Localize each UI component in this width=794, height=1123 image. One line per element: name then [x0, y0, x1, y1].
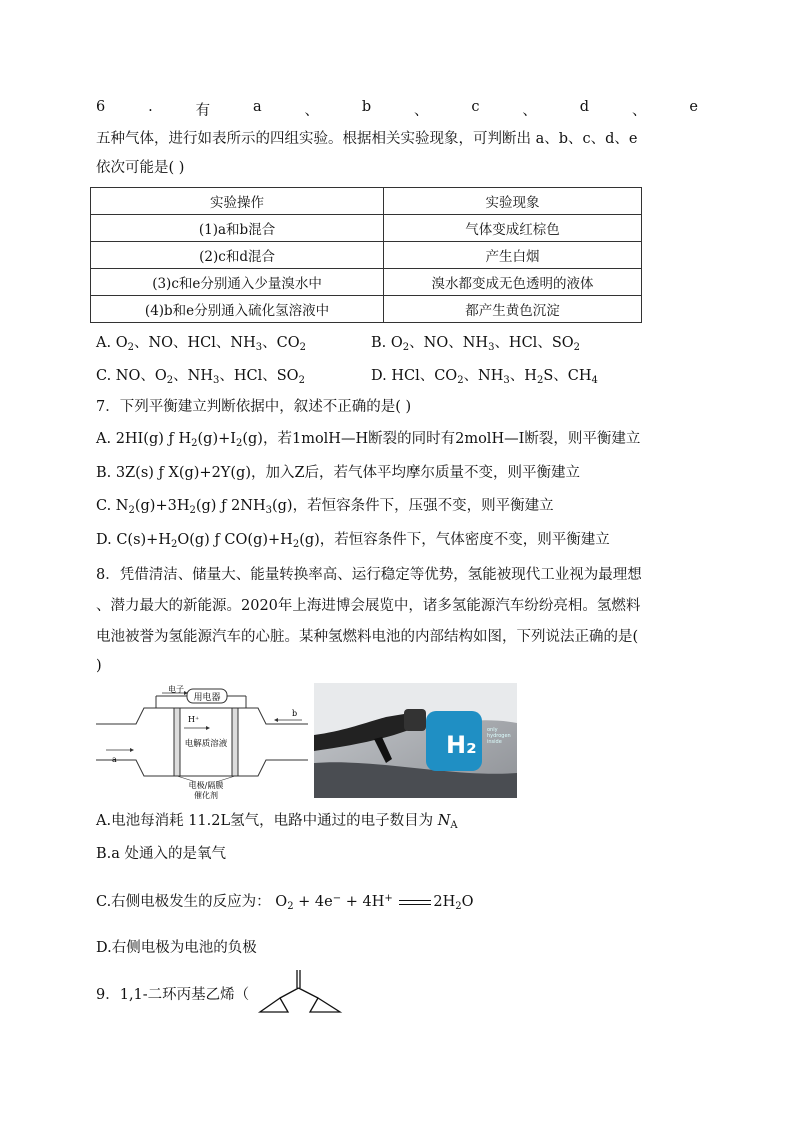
h2-label: H₂ — [446, 731, 477, 759]
membrane-label: 电极/隔膜 — [188, 781, 224, 790]
table-header: 实验现象 — [384, 188, 642, 215]
q7-stem: 7．下列平衡建立判断依据中，叙述不正确的是( ) — [96, 399, 412, 415]
dicyclopropylethylene-structure — [252, 968, 346, 1016]
q6-option-d: D. HCl、$CO_2$、$NH_3$、$H_2S$、$CH_4$ — [371, 368, 598, 386]
table-row — [91, 242, 642, 269]
q6-option-b: B. $O_2$、NO、$NH_3$、HCl、$SO_2$ — [371, 335, 581, 353]
table-cell: (3)c和e分别通入少量溴水中 — [91, 269, 384, 296]
catalyst-label: 催化剂 — [194, 791, 218, 800]
q8-option-d: D.右侧电极为电池的负极 — [96, 940, 257, 956]
table-header: 实验操作 — [91, 188, 384, 215]
q8-stem-line1: 8．凭借清洁、储量大、能量转换率高、运行稳定等优势，氢能被现代工业视为最理想 — [96, 567, 642, 583]
fuel-cell-diagram — [96, 682, 308, 800]
q7-option-a: A. 2HI(g) ƒ $H_2(g)+I_2(g)$，若1molH—H断裂的同时有2molH—I断裂，则平衡建立 — [96, 431, 641, 449]
hplus-label: H⁺ — [188, 715, 200, 724]
q6-number: 6 — [96, 99, 106, 115]
table-cell: 气体变成红棕色 — [384, 215, 642, 242]
q8-option-a: A.电池每消耗 11.2L氢气，电路中通过的电子数目为 $N_A$ — [96, 813, 458, 831]
q7-option-b: B. 3Z(s) ƒ X(g)+2Y(g)，加入Z后，若气体平均摩尔质量不变，则平衡建立 — [96, 465, 581, 481]
q6-stem-line1: 6 . 有 a 、 b 、 c 、 d 、 e — [96, 99, 698, 119]
table-row — [91, 296, 642, 323]
q6-experiment-table — [90, 187, 642, 323]
q6-option-c: C. NO、$O_2$、$NH_3$、HCl、$SO_2$ — [96, 368, 305, 386]
svg-text:inside: inside — [487, 739, 502, 745]
q9-stem: 9．1,1-二环丙基乙烯（ — [96, 987, 250, 1003]
q8-option-b: B.a 处通入的是氧气 — [96, 846, 227, 862]
electrolyte-label: 电解质溶液 — [184, 739, 228, 749]
inlet-a-label: a — [112, 755, 117, 764]
q7-option-c: C. $N_2(g)+3H_2(g)$ ƒ $2NH_3(g)$，若恒容条件下，压强不变，则平衡建立 — [96, 498, 554, 516]
q7-option-d: D. $C(s)+H_2O(g)$ ƒ $CO(g)+H_2(g)$，若恒容条件下，气体密度不变，则平衡建立 — [96, 532, 610, 550]
q6-stem-line3: 依次可能是( ) — [96, 160, 185, 176]
table-cell: 产生白烟 — [384, 242, 642, 269]
table-cell: 都产生黄色沉淀 — [384, 296, 642, 323]
table-cell: (1)a和b混合 — [91, 215, 384, 242]
left-electrode — [174, 708, 180, 776]
svg-text:hydrogen: hydrogen — [487, 733, 511, 739]
table-cell: (2)c和d混合 — [91, 242, 384, 269]
q8-stem-line3: 电池被誉为氢能源汽车的心脏。某种氢燃料电池的内部结构如图，下列说法正确的是( — [96, 629, 639, 645]
right-electrode — [232, 708, 238, 776]
table-header-row — [91, 188, 642, 215]
hydrogen-refuel-photo — [314, 683, 517, 798]
table-cell: (4)b和e分别通入硫化氢溶液中 — [91, 296, 384, 323]
q6-stem-line2: 五种气体，进行如表所示的四组实验。根据相关实验现象，可判断出 a、b、c、d、e — [96, 131, 638, 147]
table-row — [91, 215, 642, 242]
table-cell: 溴水都变成无色透明的液体 — [384, 269, 642, 296]
electron-label: 电子 — [168, 685, 184, 694]
table-row — [91, 269, 642, 296]
svg-text:only: only — [487, 727, 498, 733]
q8-stem-line4: ) — [96, 658, 102, 674]
q8-stem-line2: 、潜力最大的新能源。2020年上海进博会展览中，诸多氢能源汽车纷纷亮相。氢燃料 — [96, 598, 641, 614]
q8-option-c: C.右侧电极发生的反应为： $O_2 + 4e^- + 4H^+$ $2H_2O$ — [96, 893, 474, 912]
inlet-b-label: b — [292, 709, 298, 718]
q6-option-a: A. $O_2$、NO、HCl、$NH_3$、$CO_2$ — [96, 335, 306, 353]
device-label: 用电器 — [193, 693, 221, 703]
